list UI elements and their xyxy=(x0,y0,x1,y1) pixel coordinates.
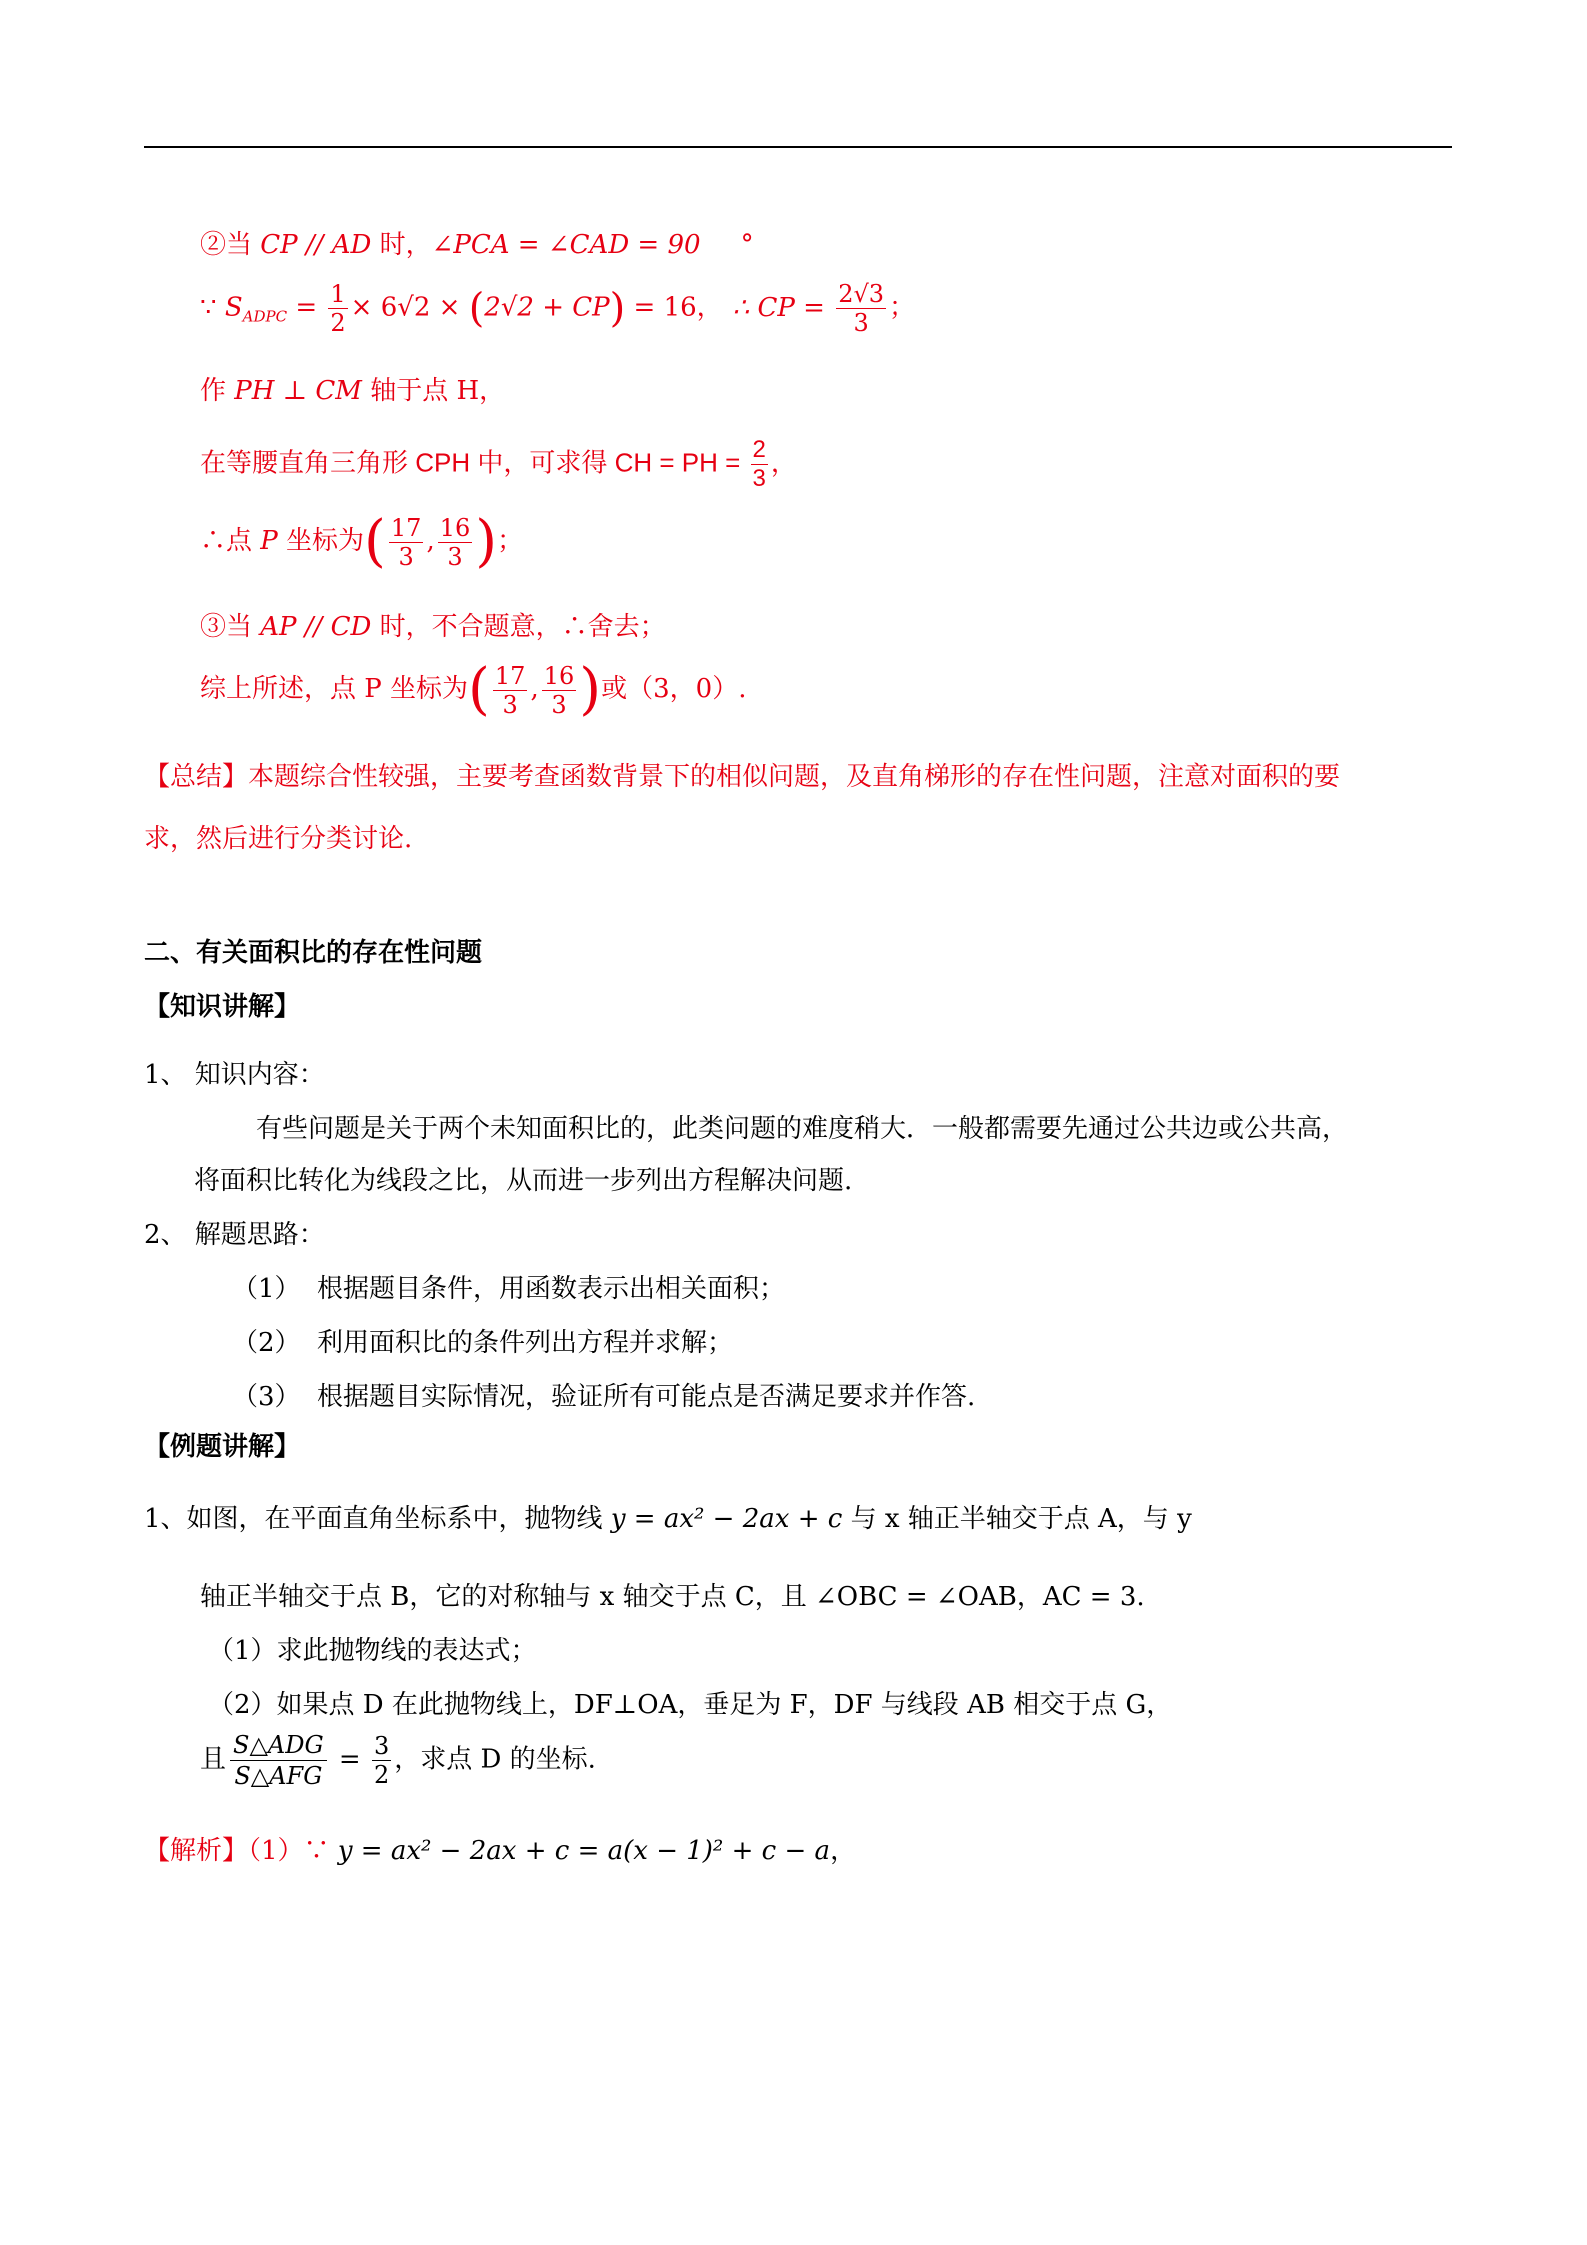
step-3: （3） 根据题目实际情况，验证所有可能点是否满足要求并作答. xyxy=(232,1382,976,1412)
knowledge-tag: 【知识讲解】 xyxy=(144,992,301,1022)
ph-line: 作 PH ⊥ CM 轴于点 H， xyxy=(200,376,506,406)
example-tag: 【例题讲解】 xyxy=(144,1432,301,1462)
case2-line: ②当 CP // AD 时，∠PCA = ∠CAD = 90 ° xyxy=(200,230,754,260)
item1-text-line1: 有些问题是关于两个未知面积比的，此类问题的难度稍大．一般都需要先通过公共边或公共高， xyxy=(256,1114,1349,1144)
fraction-cp: $\frac{2√3}{3}$ xyxy=(838,280,885,337)
isosceles-line: 在等腰直角三角形 CPH 中，可求得 CH = PH = $\frac{2}{3}$ ， xyxy=(200,436,797,492)
area-equation: ∵ $S_{ADPC}$ = $\frac{1}{2}$ × 6√2 × (2√2 + CP) = 16， ∴ CP = $\frac{2√3}{3}$ ； xyxy=(200,280,916,337)
conclusion-line1: 【总结】本题综合性较强，主要考查函数背景下的相似问题，及直角梯形的存在性问题，注意对面积的要 xyxy=(144,762,1341,792)
fraction-half: $\frac{1}{2}$ xyxy=(330,280,346,337)
item1-text-line2: 将面积比转化为线段之比，从而进一步列出方程解决问题. xyxy=(194,1166,853,1196)
case3-line: ③当 AP // CD 时，不合题意，∴舍去； xyxy=(200,612,666,642)
item1-label: 1、 知识内容： xyxy=(144,1060,325,1090)
p-coordinate-line: ∴点 P 坐标为( $\frac{17}{3}$ , $\frac{16}{3}$ )； xyxy=(200,509,524,574)
header-rule xyxy=(144,146,1452,148)
area-ratio-fraction: S△ADG S△AFG xyxy=(230,1730,327,1791)
example1-line2: 轴正半轴交于点 B，它的对称轴与 x 轴交于点 C，且 ∠OBC = ∠OAB，AC = 3. xyxy=(200,1582,1145,1612)
example1-line1: 1、如图，在平面直角坐标系中，抛物线 y = ax² − 2ax + c 与 x 轴正半轴交于点 A，与 y xyxy=(144,1504,1192,1534)
step-1: （1） 根据题目条件，用函数表示出相关面积； xyxy=(232,1274,786,1304)
example1-q1: （1）求此抛物线的表达式； xyxy=(208,1636,537,1666)
example1-q2: （2）如果点 D 在此抛物线上，DF⊥OA，垂足为 F，DF 与线段 AB 相交于点 G， xyxy=(208,1690,1173,1720)
example1-q2-ratio: 且 S△ADG S△AFG = $\frac{3}{2}$ ，求点 D 的坐标. xyxy=(200,1731,596,1790)
section-heading: 二、有关面积比的存在性问题 xyxy=(144,938,483,968)
fraction-two-thirds: $\frac{2}{3}$ xyxy=(752,436,766,492)
step-2: （2） 利用面积比的条件列出方程并求解； xyxy=(232,1328,734,1358)
analysis-line: 【解析】（1）∵ y = ax² − 2ax + c = a(x − 1)² + c − a， xyxy=(144,1836,857,1866)
item2-label: 2、 解题思路： xyxy=(144,1220,325,1250)
summary-line: 综上所述，点 P 坐标为( $\frac{17}{3}$ , $\frac{16}{3}$ )或（3，0）. xyxy=(200,657,747,722)
conclusion-line2: 求，然后进行分类讨论. xyxy=(144,824,413,854)
